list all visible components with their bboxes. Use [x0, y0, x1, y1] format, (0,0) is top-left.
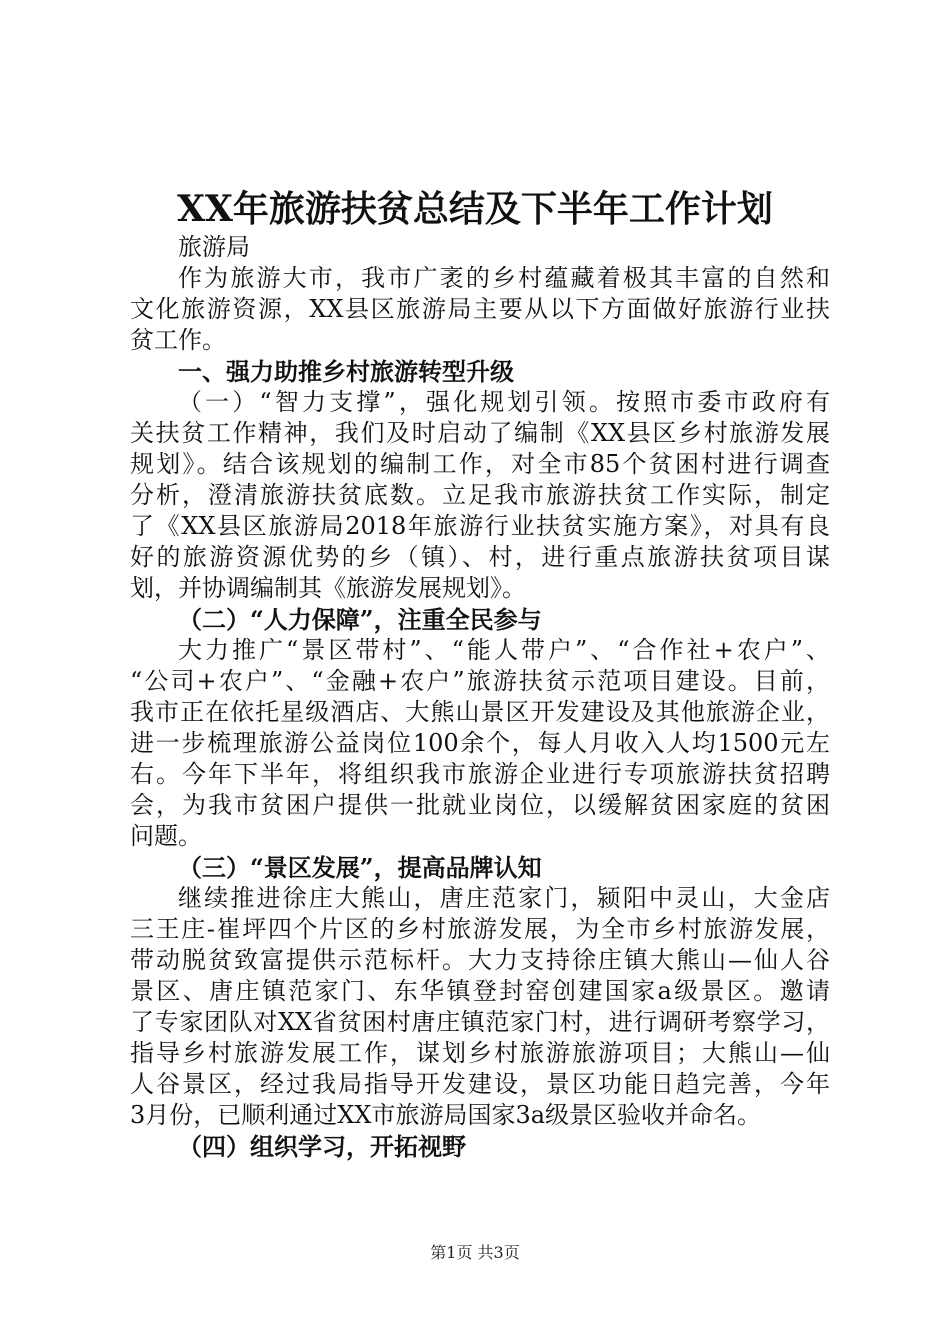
document-title: XX年旅游扶贫总结及下半年工作计划 — [177, 188, 773, 230]
paragraph-line: 三王庄-崔坪四个片区的乡村旅游发展，为全市乡村旅游发展， — [130, 915, 830, 943]
paragraph-line: 人谷景区，经过我局指导开发建设，景区功能日趋完善，今年 — [130, 1070, 830, 1098]
paragraph-line: 会，为我市贫困户提供一批就业岗位，以缓解贫困家庭的贫困 — [130, 791, 830, 819]
paragraph-line: 分析，澄清旅游扶贫底数。立足我市旅游扶贫工作实际，制定 — [130, 481, 830, 509]
paragraph-line: 好的旅游资源优势的乡（镇）、村，进行重点旅游扶贫项目谋 — [130, 543, 830, 571]
paragraph-line: 带动脱贫致富提供示范标杆。大力支持徐庄镇大熊山—仙人谷 — [130, 946, 830, 974]
paragraph-line: 问题。 — [130, 822, 202, 850]
paragraph-line: 大力推广“景区带村”、“能人带户”、“合作社+农户”、 — [178, 636, 830, 664]
section-heading: 一、强力助推乡村旅游转型升级 — [178, 357, 514, 386]
subsection-heading: （四）组织学习，开拓视野 — [178, 1132, 466, 1161]
paragraph-line: “公司+农户”、“金融+农户”旅游扶贫示范项目建设。目前， — [130, 667, 830, 695]
paragraph-line: 右。今年下半年，将组织我市旅游企业进行专项旅游扶贫招聘 — [130, 760, 830, 788]
paragraph-line: 景区、唐庄镇范家门、东华镇登封窑创建国家a级景区。邀请 — [130, 977, 830, 1005]
paragraph-line: 文化旅游资源，XX县区旅游局主要从以下方面做好旅游行业扶 — [130, 295, 830, 323]
paragraph-line: 3月份，已顺利通过XX市旅游局国家3a级景区验收并命名。 — [130, 1101, 762, 1129]
paragraph-line: 划，并协调编制其《旅游发展规划》。 — [130, 574, 526, 602]
author-line: 旅游局 — [178, 233, 250, 261]
paragraph-line: 作为旅游大市，我市广袤的乡村蕴藏着极其丰富的自然和 — [178, 264, 830, 292]
paragraph-line: 规划》。结合该规划的编制工作，对全市85个贫困村进行调查 — [130, 450, 830, 478]
document-body — [130, 232, 830, 1162]
subsection-heading: （二）“人力保障”，注重全民参与 — [178, 605, 542, 634]
subsection-heading: （三）“景区发展”，提高品牌认知 — [178, 853, 542, 882]
paragraph-line: 关扶贫工作精神，我们及时启动了编制《XX县区乡村旅游发展 — [130, 419, 830, 447]
paragraph-line: 进一步梳理旅游公益岗位100余个，每人月收入人均1500元左 — [130, 729, 830, 757]
paragraph-line: 我市正在依托星级酒店、大熊山景区开发建设及其他旅游企业， — [130, 698, 830, 726]
page-number-footer: 第1页 共3页 — [430, 1243, 520, 1262]
paragraph-line: （一）“智力支撑”，强化规划引领。按照市委市政府有 — [178, 388, 830, 416]
paragraph-line: 贫工作。 — [130, 326, 226, 354]
paragraph-line: 指导乡村旅游发展工作，谋划乡村旅游旅游项目；大熊山—仙 — [130, 1039, 830, 1067]
paragraph-line: 继续推进徐庄大熊山，唐庄范家门，颍阳中灵山，大金店 — [178, 884, 830, 912]
paragraph-line: 了《XX县区旅游局2018年旅游行业扶贫实施方案》，对具有良 — [130, 512, 830, 540]
paragraph-line: 了专家团队对XX省贫困村唐庄镇范家门村，进行调研考察学习， — [130, 1008, 830, 1036]
